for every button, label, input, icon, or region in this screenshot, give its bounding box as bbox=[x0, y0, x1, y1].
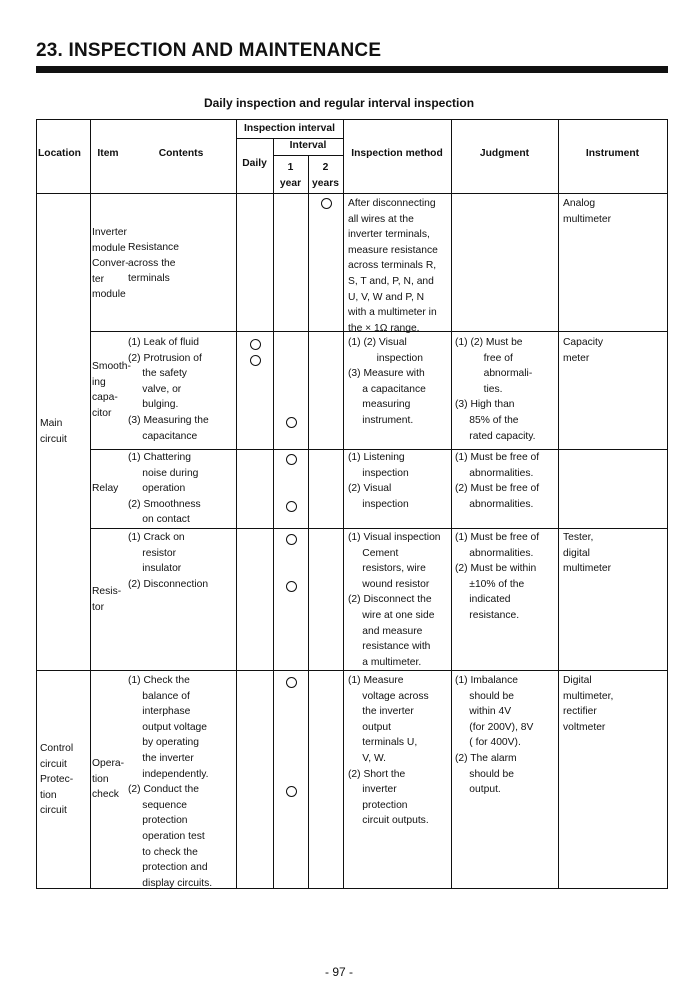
method-operation-check: (1) Measure voltage across the inverter output terminals U, V, W. (2) Short the inverter protection circuit outputs. bbox=[348, 675, 429, 827]
page-title: 23. INSPECTION AND MAINTENANCE bbox=[36, 40, 382, 61]
header-2-years: 2 years bbox=[312, 162, 339, 189]
header-bottom-line bbox=[36, 193, 668, 194]
col-divider bbox=[558, 119, 559, 889]
col-divider bbox=[273, 138, 274, 889]
judgment-relay: (1) Must be free of abnormalities. (2) Must be free of abnormalities. bbox=[455, 452, 540, 510]
col-divider bbox=[451, 119, 452, 889]
contents-relay: (1) Chattering noise during operation (2) Smoothness on contact bbox=[128, 452, 201, 526]
title-rule bbox=[36, 66, 668, 73]
col-divider bbox=[90, 119, 91, 889]
table-border-left bbox=[36, 119, 37, 889]
method-relay: (1) Listening inspection (2) Visual inspection bbox=[348, 452, 409, 510]
header-inspection-method: Inspection method bbox=[351, 148, 443, 159]
method-resistor: (1) Visual inspection Cement resistors, wire wound resistor (2) Disconnect the wire at one side and measure resistance with a multimeter. bbox=[348, 532, 441, 668]
col-divider bbox=[343, 119, 344, 889]
method-smoothing-capacitor: (1) (2) Visual inspection (3) Measure with a capacitance measuring instrument. bbox=[348, 337, 426, 426]
judgment-operation-check: (1) Imbalance should be within 4V (for 200V), 8V ( for 400V). (2) The alarm should be output. bbox=[455, 675, 534, 796]
daily-mark bbox=[250, 339, 261, 350]
item-smoothing-capacitor: Smooth- ing capa- citor bbox=[92, 361, 131, 419]
header-daily: Daily bbox=[242, 158, 267, 169]
contents-resistor: (1) Crack on resistor insulator (2) Disconnection bbox=[128, 532, 209, 590]
one-year-mark bbox=[286, 786, 297, 797]
header-location: Location bbox=[38, 148, 81, 159]
col-divider bbox=[308, 155, 309, 889]
page-number: - 97 - bbox=[324, 965, 353, 979]
one-year-mark bbox=[286, 501, 297, 512]
item-relay: Relay bbox=[92, 483, 119, 494]
daily-mark bbox=[250, 355, 261, 366]
instrument-resistor: Tester, digital multimeter bbox=[563, 532, 612, 575]
judgment-resistor: (1) Must be free of abnormalities. (2) Must be within ±10% of the indicated resistance. bbox=[455, 532, 540, 621]
judgment-smoothing-capacitor: (1) (2) Must be free of abnormali- ties. (3) High than 85% of the rated capacity. bbox=[455, 337, 536, 442]
one-year-mark bbox=[286, 677, 297, 688]
table-border-right bbox=[667, 119, 668, 889]
contents-smoothing-capacitor: (1) Leak of fluid (2) Protrusion of the safety valve, or bulging. (3) Measuring the capacitance bbox=[128, 337, 209, 442]
header-judgment: Judgment bbox=[479, 148, 530, 159]
instrument-smoothing-capacitor: Capacity meter bbox=[563, 337, 604, 364]
one-year-mark bbox=[286, 534, 297, 545]
one-year-mark bbox=[286, 454, 297, 465]
header-item: Item bbox=[97, 148, 119, 159]
header-1-year: 1 year bbox=[279, 162, 302, 189]
location-control-circuit: Control circuit Protec- tion circuit bbox=[40, 743, 74, 817]
item-resistor: Resis- tor bbox=[92, 586, 122, 613]
location-main-circuit: Main circuit bbox=[40, 418, 67, 445]
row-divider bbox=[273, 155, 343, 156]
row-divider bbox=[90, 528, 668, 529]
header-contents: Contents bbox=[158, 148, 204, 159]
item-operation-check: Opera- tion check bbox=[92, 758, 125, 801]
header-instrument: Instrument bbox=[585, 148, 640, 159]
method-inverter-module: After disconnecting all wires at the inverter terminals, measure resistance across terminals R, S, T and, P, N, and U, V, W and P, N with a multimeter in the × 1Ω range. bbox=[348, 198, 438, 334]
table-border-top bbox=[36, 119, 668, 120]
header-inspection-interval: Inspection interval bbox=[244, 123, 335, 134]
two-years-mark bbox=[321, 198, 332, 209]
table-caption: Daily inspection and regular interval inspection bbox=[203, 96, 475, 110]
item-inverter-module: Inverter module Conver- ter module bbox=[92, 227, 129, 301]
instrument-operation-check: Digital multimeter, rectifier voltmeter bbox=[563, 675, 614, 733]
instrument-inverter-module: Analog multimeter bbox=[563, 198, 612, 225]
contents-inverter-module: Resistance across the terminals bbox=[128, 242, 179, 285]
contents-operation-check: (1) Check the balance of interphase output voltage by operating the inverter independently. (2) Conduct the sequence protection operation test to check the protection and display circuits. bbox=[128, 675, 213, 889]
one-year-mark bbox=[286, 581, 297, 592]
col-divider bbox=[236, 119, 237, 889]
inspection-table bbox=[36, 119, 668, 889]
one-year-mark bbox=[286, 417, 297, 428]
header-interval: Interval bbox=[289, 140, 327, 151]
